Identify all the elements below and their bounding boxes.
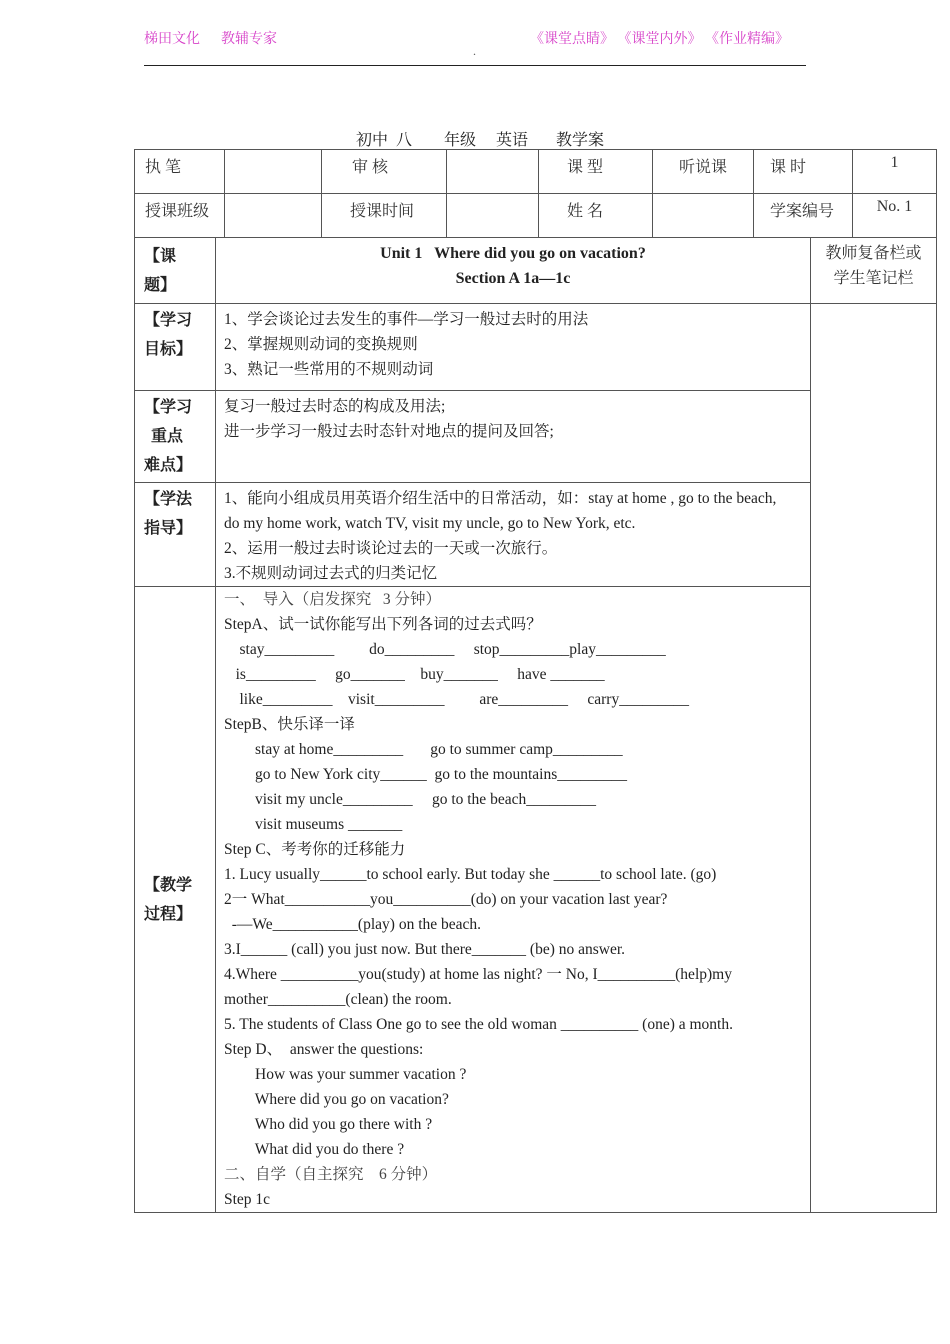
topic-content bbox=[216, 238, 811, 304]
lesson-table bbox=[134, 237, 937, 1213]
header-divider bbox=[144, 65, 806, 66]
method-label: 【学法 指导】 bbox=[135, 483, 216, 587]
topic-label: 【课 题】 bbox=[135, 238, 216, 304]
notes-header: 教师复备栏或 学生笔记栏 bbox=[811, 238, 937, 304]
topic-row bbox=[135, 238, 937, 304]
info-row-2 bbox=[135, 194, 937, 238]
method-content: 1、能向小组成员用英语介绍生活中的日常活动，如：stay at home , go to the beach, do my home work, watch TV, visit my uncle, go to New York, etc. 2、运用一般过去时谈论过去的一天或一次旅行。 3.不规则动词过去式的归类记忆 bbox=[216, 483, 811, 587]
header-right: 《课堂点睛》 《课堂内外》 《作业精编》 bbox=[530, 32, 789, 47]
process-label: 【教学 过程】 bbox=[135, 587, 216, 1213]
info-cell: 授课班级 bbox=[135, 194, 225, 238]
info-cell: 授课时间 bbox=[322, 194, 447, 238]
info-cell: 执 笔 bbox=[135, 150, 225, 194]
header-left: 梯田文化 教辅专家 bbox=[144, 32, 277, 47]
info-cell: 姓 名 bbox=[539, 194, 653, 238]
info-cell bbox=[447, 150, 539, 194]
info-cell: 听说课 bbox=[653, 150, 754, 194]
info-cell bbox=[225, 150, 322, 194]
header-dot: . bbox=[473, 44, 476, 58]
unit-title: Unit 1 Where did you go on vacation? bbox=[380, 245, 646, 262]
info-cell: 课 型 bbox=[539, 150, 653, 194]
info-cell: 课 时 bbox=[754, 150, 853, 194]
section-title: Section A 1a—1c bbox=[455, 270, 571, 287]
goals-row bbox=[135, 304, 937, 391]
focus-label: 【学习 重点 难点】 bbox=[135, 391, 216, 483]
goals-label: 【学习 目标】 bbox=[135, 304, 216, 391]
focus-content: 复习一般过去时态的构成及用法; 进一步学习一般过去时态针对地点的提问及回答; bbox=[216, 391, 811, 483]
notes-column bbox=[811, 304, 937, 1213]
info-cell: 审 核 bbox=[322, 150, 447, 194]
info-cell: No. 1 bbox=[853, 194, 937, 238]
info-table bbox=[134, 149, 937, 238]
info-cell bbox=[447, 194, 539, 238]
goals-content: 1、学会谈论过去发生的事件—学习一般过去时的用法 2、掌握规则动词的变换规则 3、熟记一些常用的不规则动词 bbox=[216, 304, 811, 391]
process-content: 一、 导入（启发探究 3 分钟） StepA、试一试你能写出下列各词的过去式吗？ stay_________ do_________ stop_________play_________ is_________ go_______ buy_______ have _______ like_________ visit_________ are_________ carry_________ StepB、快乐译一译 stay at home_________ go to summer camp_________ go to New York city______ go to the mountains_________ visit my uncle_________ go to the beach_________ visit museums _______ Step C、考考你的迁移能力 1. Lucy usually______to school early. But today she ______to school late. (go) 2一 What___________you__________(do) on your vacation last year? -—We___________(play) on the beach. 3.I______ (call) you just now. But there_______ (be) no answer. 4.Where __________you(study) at home las night? 一 No, I__________(help)my mother__________(clean) the room. 5. The students of Class One go to see the old woman __________ (one) a month. Step D、 answer the questions: How was your summer vacation ? Where did you go on vacation? Who did you go there with ? What did you do there ? 二、自学（自主探究 6 分钟） Step 1c bbox=[216, 587, 811, 1213]
info-cell bbox=[225, 194, 322, 238]
info-row-1 bbox=[135, 150, 937, 194]
info-cell: 学案编号 bbox=[754, 194, 853, 238]
info-cell: 1 bbox=[853, 150, 937, 194]
info-cell bbox=[653, 194, 754, 238]
doc-title: 初中 八 年级 英语 教学案 bbox=[356, 132, 605, 149]
